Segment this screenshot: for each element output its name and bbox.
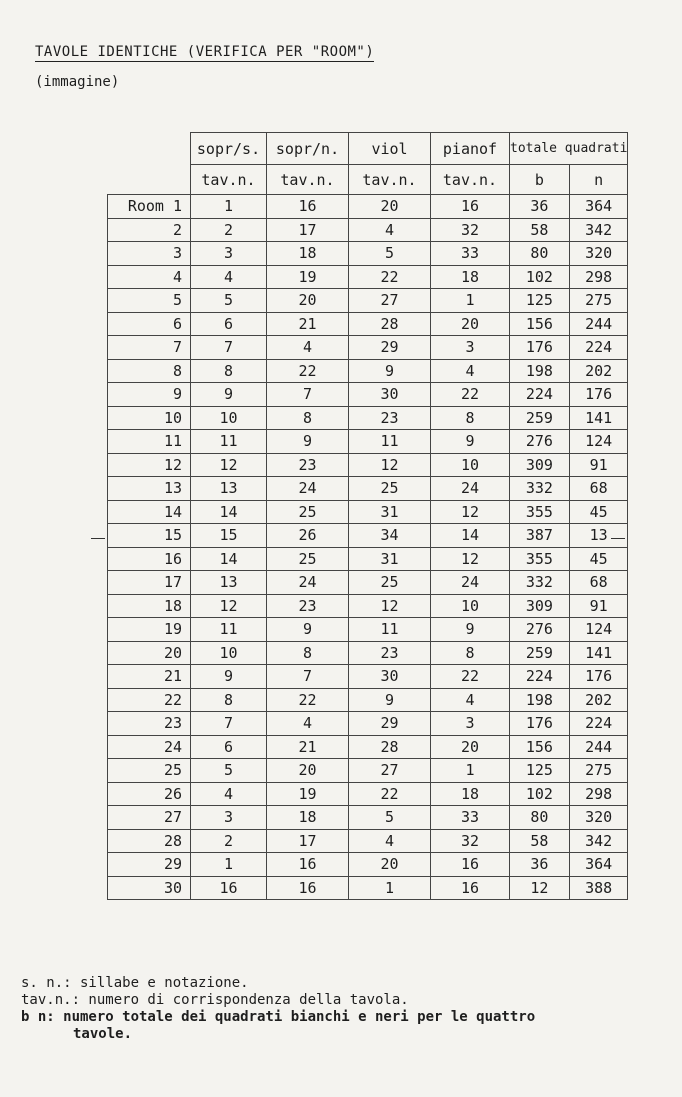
viol-cell: 4 [349,218,431,242]
pianof-cell: 12 [431,500,510,524]
sopr-n-cell: 20 [267,759,349,783]
sopr-s-cell: 3 [191,806,267,830]
sopr-s-cell: 13 [191,477,267,501]
n-total-cell: 342 [569,218,628,242]
b-total-cell: 36 [510,195,570,219]
b-total-cell: 125 [510,759,570,783]
table-row [108,641,628,665]
n-total-cell: 244 [569,735,628,759]
table-row [108,712,628,736]
table-row [108,594,628,618]
n-total-cell: 342 [569,829,628,853]
n-total-cell: 68 [569,571,628,595]
viol-cell: 11 [349,618,431,642]
document-subtitle: (immagine) [35,74,120,90]
b-total-cell: 224 [510,665,570,689]
viol-cell: 25 [349,571,431,595]
pianof-cell: 1 [431,759,510,783]
sopr-n-cell: 18 [267,242,349,266]
viol-cell: 29 [349,336,431,360]
table-row [108,524,628,548]
n-total-cell: 91 [569,453,628,477]
n-total-cell: 124 [569,618,628,642]
table-row [108,759,628,783]
viol-cell: 9 [349,688,431,712]
pianof-cell: 14 [431,524,510,548]
room-label: 2 [108,218,191,242]
sopr-s-cell: 3 [191,242,267,266]
room-label: 23 [108,712,191,736]
sopr-s-cell: 1 [191,195,267,219]
room-label: 10 [108,406,191,430]
sopr-s-cell: 12 [191,594,267,618]
n-total-cell: 224 [569,336,628,360]
room-label: 5 [108,289,191,313]
b-total-cell: 125 [510,289,570,313]
room-label: 16 [108,547,191,571]
sopr-n-cell: 9 [267,430,349,454]
n-total-cell: 13 [569,524,628,548]
viol-cell: 23 [349,406,431,430]
b-total-cell: 102 [510,265,570,289]
pianof-cell: 1 [431,289,510,313]
viol-cell: 25 [349,477,431,501]
sopr-n-cell: 16 [267,195,349,219]
table-header-row [108,133,628,165]
viol-cell: 11 [349,430,431,454]
n-total-cell: 68 [569,477,628,501]
table-row [108,359,628,383]
room-label: 24 [108,735,191,759]
viol-cell: 30 [349,665,431,689]
viol-cell: 31 [349,547,431,571]
pianof-cell: 33 [431,242,510,266]
room-label: 22 [108,688,191,712]
b-total-cell: 198 [510,359,570,383]
room-label: 4 [108,265,191,289]
viol-cell: 20 [349,853,431,877]
sopr-s-cell: 13 [191,571,267,595]
n-total-cell: 275 [569,759,628,783]
pianof-cell: 18 [431,782,510,806]
b-total-cell: 12 [510,876,570,900]
subheader-blank [108,165,191,195]
room-label: 9 [108,383,191,407]
verification-table [107,132,628,900]
sopr-n-cell: 8 [267,406,349,430]
sopr-s-cell: 4 [191,782,267,806]
pianof-cell: 22 [431,383,510,407]
room-label: 21 [108,665,191,689]
b-total-cell: 36 [510,853,570,877]
b-total-cell: 259 [510,641,570,665]
room-label: 15 [108,524,191,548]
sopr-n-cell: 21 [267,312,349,336]
sopr-n-cell: 23 [267,594,349,618]
room-label: 19 [108,618,191,642]
viol-cell: 1 [349,876,431,900]
column-header-sopr-s: sopr/s. [191,133,267,165]
sopr-s-cell: 7 [191,712,267,736]
n-total-cell: 176 [569,383,628,407]
sopr-s-cell: 7 [191,336,267,360]
table-row [108,829,628,853]
room-label: Room 1 [108,195,191,219]
subheader-tav-n: tav.n. [349,165,431,195]
n-total-cell: 202 [569,688,628,712]
n-total-cell: 275 [569,289,628,313]
pianof-cell: 20 [431,735,510,759]
legend-line-tavn: tav.n.: numero di corrispondenza della tavola. [21,992,409,1008]
viol-cell: 28 [349,312,431,336]
column-header-sopr-n: sopr/n. [267,133,349,165]
viol-cell: 12 [349,453,431,477]
table-row [108,618,628,642]
sopr-n-cell: 7 [267,665,349,689]
viol-cell: 27 [349,759,431,783]
sopr-s-cell: 2 [191,218,267,242]
sopr-s-cell: 12 [191,453,267,477]
b-total-cell: 156 [510,735,570,759]
n-total-cell: 320 [569,806,628,830]
pianof-cell: 4 [431,359,510,383]
table-row [108,665,628,689]
table-row [108,406,628,430]
viol-cell: 28 [349,735,431,759]
n-total-cell: 244 [569,312,628,336]
sopr-n-cell: 19 [267,782,349,806]
subheader-tav-n: tav.n. [191,165,267,195]
pianof-cell: 10 [431,453,510,477]
table-row [108,688,628,712]
table-row [108,782,628,806]
b-total-cell: 58 [510,218,570,242]
table-row [108,735,628,759]
n-total-cell: 320 [569,242,628,266]
pianof-cell: 16 [431,195,510,219]
sopr-n-cell: 18 [267,806,349,830]
room-label: 8 [108,359,191,383]
table-subheader-row [108,165,628,195]
sopr-n-cell: 4 [267,336,349,360]
n-total-cell: 91 [569,594,628,618]
room-label: 17 [108,571,191,595]
viol-cell: 22 [349,782,431,806]
viol-cell: 12 [349,594,431,618]
sopr-s-cell: 4 [191,265,267,289]
viol-cell: 31 [349,500,431,524]
n-total-cell: 124 [569,430,628,454]
sopr-s-cell: 16 [191,876,267,900]
b-total-cell: 176 [510,712,570,736]
sopr-s-cell: 8 [191,359,267,383]
legend-line-sn: s. n.: sillabe e notazione. [21,975,249,991]
sopr-n-cell: 9 [267,618,349,642]
table-row [108,500,628,524]
pianof-cell: 9 [431,430,510,454]
pianof-cell: 16 [431,853,510,877]
room-label: 30 [108,876,191,900]
n-total-cell: 45 [569,500,628,524]
column-header-viol: viol [349,133,431,165]
table-row [108,571,628,595]
n-total-cell: 176 [569,665,628,689]
b-total-cell: 176 [510,336,570,360]
table-row [108,312,628,336]
sopr-s-cell: 10 [191,406,267,430]
sopr-s-cell: 14 [191,547,267,571]
n-total-cell: 45 [569,547,628,571]
pianof-cell: 33 [431,806,510,830]
row-15-right-marker [611,538,625,539]
room-label: 27 [108,806,191,830]
document-title: TAVOLE IDENTICHE (VERIFICA PER "ROOM") [35,44,375,60]
sopr-s-cell: 10 [191,641,267,665]
pianof-cell: 20 [431,312,510,336]
sopr-n-cell: 8 [267,641,349,665]
b-total-cell: 332 [510,571,570,595]
sopr-s-cell: 6 [191,312,267,336]
room-label: 11 [108,430,191,454]
sopr-n-cell: 4 [267,712,349,736]
sopr-s-cell: 9 [191,665,267,689]
sopr-n-cell: 20 [267,289,349,313]
room-label: 26 [108,782,191,806]
sopr-s-cell: 11 [191,618,267,642]
viol-cell: 22 [349,265,431,289]
viol-cell: 5 [349,806,431,830]
pianof-cell: 18 [431,265,510,289]
table-row [108,195,628,219]
sopr-n-cell: 26 [267,524,349,548]
pianof-cell: 9 [431,618,510,642]
b-total-cell: 276 [510,618,570,642]
sopr-n-cell: 16 [267,876,349,900]
legend-line-bn: b n: numero totale dei quadrati bianchi e neri per le quattro [21,1009,536,1025]
header-blank [108,133,191,165]
b-total-cell: 309 [510,594,570,618]
pianof-cell: 8 [431,641,510,665]
sopr-s-cell: 2 [191,829,267,853]
room-label: 18 [108,594,191,618]
pianof-cell: 16 [431,876,510,900]
room-label: 13 [108,477,191,501]
viol-cell: 4 [349,829,431,853]
sopr-n-cell: 22 [267,688,349,712]
sopr-n-cell: 16 [267,853,349,877]
sopr-n-cell: 22 [267,359,349,383]
legend [21,975,535,1043]
table-row [108,336,628,360]
table-row [108,242,628,266]
sopr-s-cell: 5 [191,759,267,783]
b-total-cell: 276 [510,430,570,454]
sopr-n-cell: 17 [267,218,349,242]
table-row [108,430,628,454]
n-total-cell: 388 [569,876,628,900]
sopr-n-cell: 23 [267,453,349,477]
table-row [108,218,628,242]
b-total-cell: 80 [510,806,570,830]
room-label: 20 [108,641,191,665]
room-label: 25 [108,759,191,783]
sopr-s-cell: 11 [191,430,267,454]
table-row [108,383,628,407]
viol-cell: 5 [349,242,431,266]
room-label: 3 [108,242,191,266]
table-row [108,453,628,477]
viol-cell: 9 [349,359,431,383]
sopr-n-cell: 25 [267,547,349,571]
pianof-cell: 32 [431,218,510,242]
pianof-cell: 4 [431,688,510,712]
b-total-cell: 58 [510,829,570,853]
sopr-s-cell: 6 [191,735,267,759]
subheader-n: n [569,165,628,195]
n-total-cell: 141 [569,406,628,430]
viol-cell: 29 [349,712,431,736]
pianof-cell: 24 [431,477,510,501]
sopr-n-cell: 25 [267,500,349,524]
sopr-s-cell: 15 [191,524,267,548]
sopr-n-cell: 24 [267,571,349,595]
table-row [108,853,628,877]
sopr-n-cell: 21 [267,735,349,759]
room-label: 14 [108,500,191,524]
subheader-b: b [510,165,570,195]
table-row [108,477,628,501]
room-label: 7 [108,336,191,360]
b-total-cell: 387 [510,524,570,548]
viol-cell: 23 [349,641,431,665]
viol-cell: 20 [349,195,431,219]
room-label: 12 [108,453,191,477]
b-total-cell: 156 [510,312,570,336]
b-total-cell: 102 [510,782,570,806]
room-label: 28 [108,829,191,853]
n-total-cell: 298 [569,265,628,289]
n-total-cell: 141 [569,641,628,665]
b-total-cell: 332 [510,477,570,501]
viol-cell: 34 [349,524,431,548]
n-total-cell: 224 [569,712,628,736]
room-label: 6 [108,312,191,336]
viol-cell: 30 [349,383,431,407]
row-15-left-marker [91,538,105,539]
pianof-cell: 8 [431,406,510,430]
pianof-cell: 10 [431,594,510,618]
subheader-tav-n: tav.n. [267,165,349,195]
column-header-pianof: pianof [431,133,510,165]
b-total-cell: 198 [510,688,570,712]
pianof-cell: 3 [431,712,510,736]
table-row [108,876,628,900]
column-header-totale-quadrati: totale quadrati [510,133,628,165]
pianof-cell: 32 [431,829,510,853]
table-row [108,289,628,313]
b-total-cell: 355 [510,500,570,524]
viol-cell: 27 [349,289,431,313]
pianof-cell: 3 [431,336,510,360]
n-total-cell: 364 [569,853,628,877]
sopr-s-cell: 1 [191,853,267,877]
n-total-cell: 364 [569,195,628,219]
sopr-n-cell: 19 [267,265,349,289]
room-label: 29 [108,853,191,877]
pianof-cell: 22 [431,665,510,689]
table-row [108,547,628,571]
sopr-s-cell: 5 [191,289,267,313]
table-row [108,265,628,289]
pianof-cell: 24 [431,571,510,595]
b-total-cell: 80 [510,242,570,266]
pianof-cell: 12 [431,547,510,571]
n-total-cell: 202 [569,359,628,383]
b-total-cell: 259 [510,406,570,430]
n-total-cell: 298 [569,782,628,806]
b-total-cell: 224 [510,383,570,407]
b-total-cell: 355 [510,547,570,571]
b-total-cell: 309 [510,453,570,477]
table-row [108,806,628,830]
sopr-n-cell: 7 [267,383,349,407]
subheader-tav-n: tav.n. [431,165,510,195]
sopr-s-cell: 14 [191,500,267,524]
sopr-s-cell: 8 [191,688,267,712]
sopr-s-cell: 9 [191,383,267,407]
legend-line-bn-cont: tavole. [73,1026,133,1042]
sopr-n-cell: 24 [267,477,349,501]
sopr-n-cell: 17 [267,829,349,853]
